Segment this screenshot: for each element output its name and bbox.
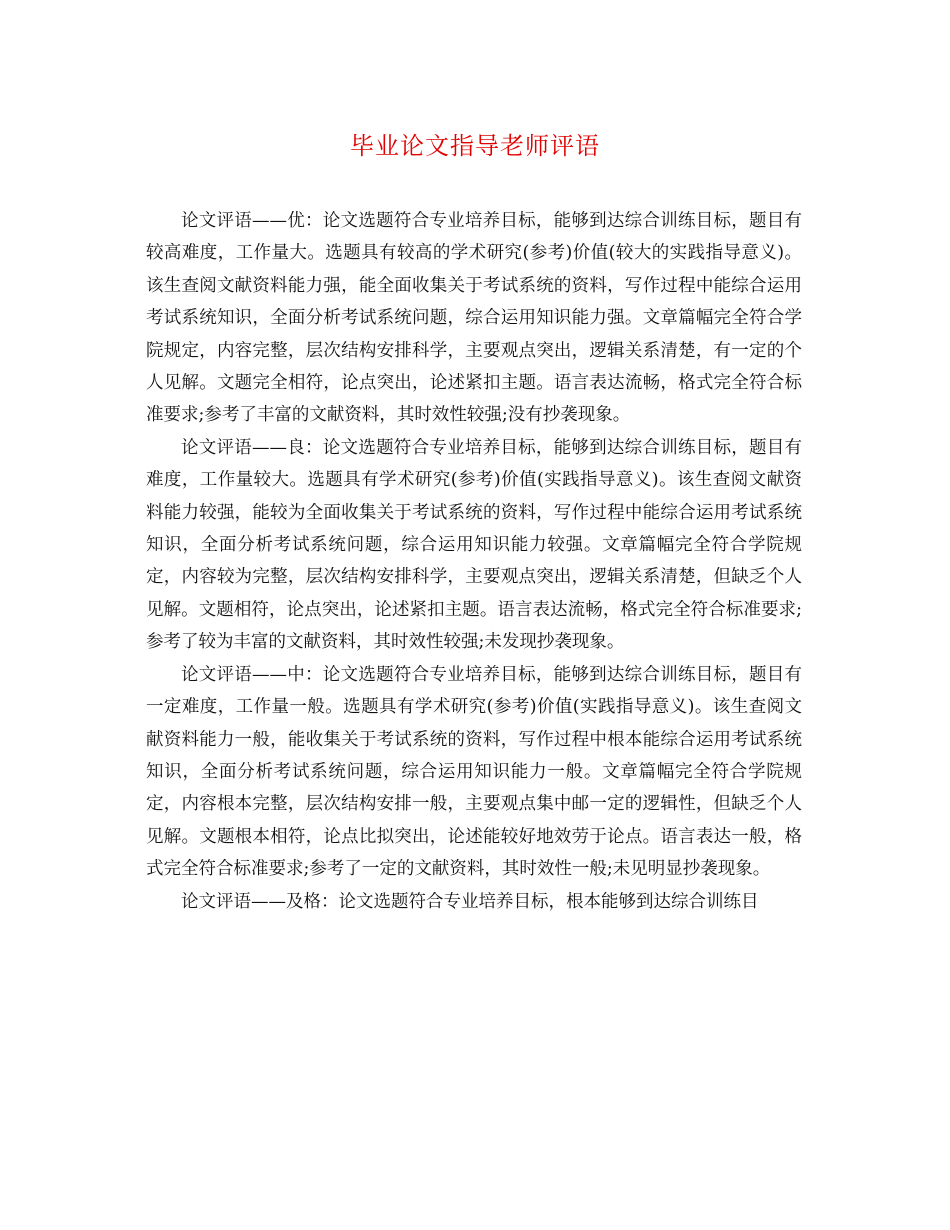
paragraph-pass: 论文评语——及格：论文选题符合专业培养目标，根本能够到达综合训练目 — [181, 891, 759, 912]
document-title: 毕业论文指导老师评语 — [350, 132, 600, 160]
paragraph-excellent: 论文评语——优：论文选题符合专业培养目标，能够到达综合训练目标，题目有较高难度，工作量大。选题具有较高的学术研究(参考)价值(较大的实践指导意义)。该生查阅文献资料能力强，能全面收集关于考试系统的资料，写作过程中能综合运用考试系统知识，全面分析考试系统问题，综合运用知识能力强。文章篇幅完全符合学院规定，内容完整，层次结构安排科学，主要观点突出，逻辑关系清楚，有一定的个人见解。文题完全相符，论点突出，论述紧扣主题。语言表达流畅，格式完全符合标准要求;参考了丰富的文献资料，其时效性较强;没有抄袭现象。 — [146, 211, 802, 426]
paragraph-average: 论文评语——中：论文选题符合专业培养目标，能够到达综合训练目标，题目有一定难度，工作量一般。选题具有学术研究(参考)价值(实践指导意义)。该生查阅文献资料能力一般，能收集关于考试系统的资料，写作过程中根本能综合运用考试系统知识，全面分析考试系统问题，综合运用知识能力一般。文章篇幅完全符合学院规定，内容根本完整，层次结构安排一般，主要观点集中邮一定的逻辑性，但缺乏个人见解。文题根本相符，论点比拟突出，论述能较好地效劳于论点。语言表达一般，格式完全符合标准要求;参考了一定的文献资料，其时效性一般;未见明显抄袭现象。 — [146, 664, 802, 880]
paragraph-good: 论文评语——良：论文选题符合专业培养目标，能够到达综合训练目标，题目有难度，工作量较大。选题具有学术研究(参考)价值(实践指导意义)。该生查阅文献资料能力较强，能较为全面收集关于考试系统的资料，写作过程中能综合运用考试系统知识，全面分析考试系统问题，综合运用知识能力较强。文章篇幅完全符合学院规定，内容较为完整，层次结构安排科学，主要观点突出，逻辑关系清楚，但缺乏个人见解。文题相符，论点突出，论述紧扣主题。语言表达流畅，格式完全符合标准要求;参考了较为丰富的文献资料，其时效性较强;未发现抄袭现象。 — [146, 437, 802, 653]
document-body — [146, 205, 802, 918]
